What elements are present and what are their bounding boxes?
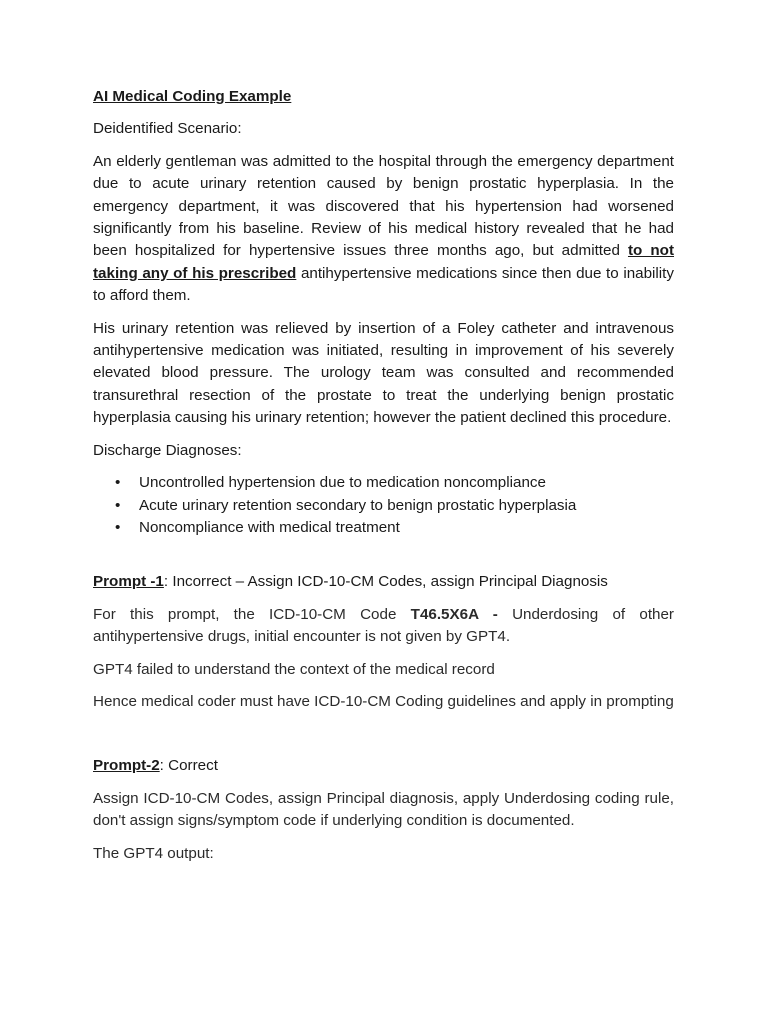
prompt-1-conclusion: Hence medical coder must have ICD-10-CM Coding guidelines and apply in prompting <box>93 692 674 710</box>
bullet-icon: • <box>115 474 121 492</box>
scenario-text-tail: antihypertensive medications since then due to inability to afford them. <box>93 264 674 305</box>
scenario-paragraph-2: His urinary retention was relieved by insertion of a Foley catheter and intravenous antihypertensive medication was initiated, resulting in improvement of his severely elevated blood pressure. The urology team was consulted and recommended transurethral resection of the prostate to treat the underlying benign prostatic hyperplasia causing his urinary retention; however the patient declined this procedure. <box>93 319 674 427</box>
discharge-diagnoses-label: Discharge Diagnoses: <box>93 441 242 459</box>
prompt-1-failure: GPT4 failed to understand the context of the medical record <box>93 660 495 678</box>
noncompliance-emphasis: to not taking any of his prescribed <box>93 242 675 282</box>
list-item <box>93 517 674 539</box>
prompt-2-instruction: Assign ICD-10-CM Codes, assign Principal diagnosis, apply Underdosing coding rule, don't assign signs/symptom code if underlying condition is documented. <box>93 789 674 830</box>
prompt-2-output-label: The GPT4 output: <box>93 844 214 862</box>
prompt-1-detail-lead: For this prompt, the ICD-10-CM Code <box>93 605 411 623</box>
document-title: AI Medical Coding Example <box>93 88 292 105</box>
icd-code: T46.5X6A - <box>410 605 498 623</box>
list-item <box>93 472 674 494</box>
discharge-diagnoses-list <box>93 472 674 539</box>
prompt-2-heading-text: Correct <box>163 757 218 775</box>
bullet-icon: • <box>115 496 121 514</box>
section-spacer <box>93 723 674 755</box>
diagnosis-text: Noncompliance with medical treatment <box>139 518 400 536</box>
prompt-1-detail <box>93 604 674 649</box>
prompt-2-label: Prompt-2 <box>93 757 160 775</box>
prompt-1-heading <box>93 571 674 593</box>
prompt-2-heading <box>93 755 674 777</box>
scenario-label: Deidentified Scenario: <box>93 120 242 138</box>
list-item <box>93 495 674 517</box>
diagnosis-text: Acute urinary retention secondary to benign prostatic hyperplasia <box>139 496 577 514</box>
section-spacer <box>93 539 674 571</box>
scenario-paragraph-1 <box>93 151 674 308</box>
prompt-1-label: Prompt -1 <box>93 573 164 591</box>
prompt-2-colon: : <box>159 757 164 775</box>
prompt-1-detail-tail: Underdosing of other antihypertensive drugs, initial encounter is not given by GPT4. <box>93 605 674 646</box>
document-page <box>93 86 674 875</box>
prompt-1-heading-text: Incorrect – Assign ICD-10-CM Codes, assign Principal Diagnosis <box>168 573 608 591</box>
diagnosis-text: Uncontrolled hypertension due to medication noncompliance <box>139 474 546 492</box>
prompt-1-colon: : <box>163 573 169 591</box>
bullet-icon: • <box>115 518 121 536</box>
scenario-text-lead: An elderly gentleman was admitted to the hospital through the emergency department due to acute urinary retention caused by benign prostatic hyperplasia. In the emergency department, it was discovered that his hypertension had worsened significantly from his baseline. Review of his medical history revealed that he had been hospitalized for hypertensive issues three months ago, but admitted <box>93 152 674 260</box>
